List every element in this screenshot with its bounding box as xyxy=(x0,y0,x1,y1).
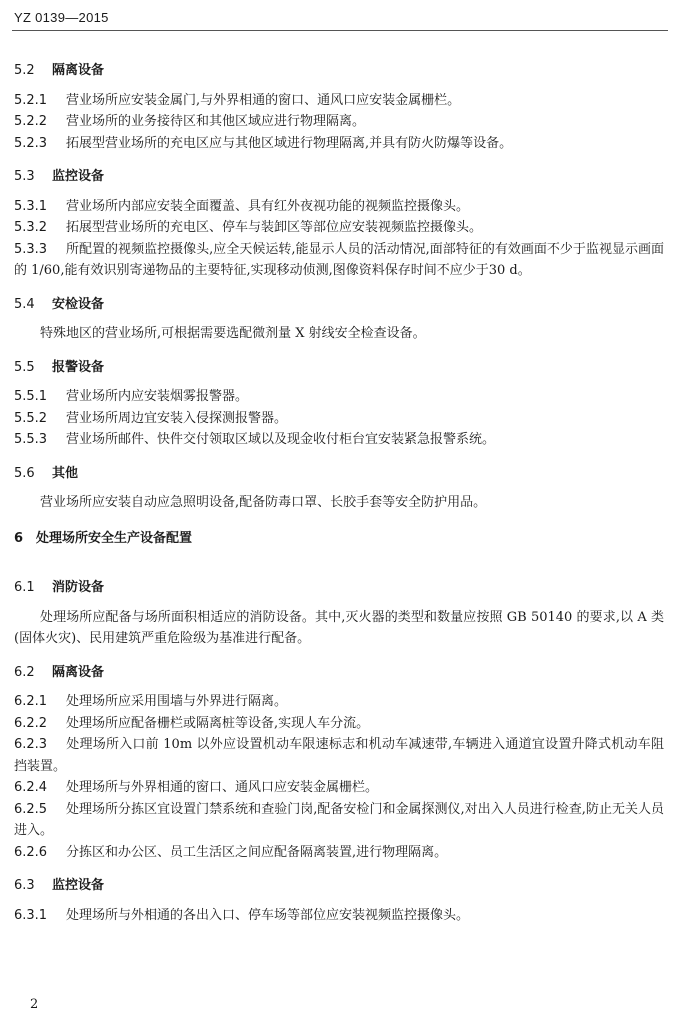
clause-6-3-1: 6.3.1 处理场所与外相通的各出入口、停车场等部位应安装视频监控摄像头。 xyxy=(14,907,470,923)
clause-5-3-2: 5.3.2 拓展型营业场所的充电区、停车与装卸区等部位应安装视频监控摄像头。 xyxy=(14,220,483,235)
clause-5-3-3: 5.3.3 所配置的视频监控摄像头,应全天候运转,能显示人员的活动情况,面部特征的有效画面不少于监视显示画面的 1/60,能有效识别寄递物品的主要特征,实现移动侦测,图像资料保存时间不应少于30 d。 xyxy=(14,241,664,278)
clause-6-2-3: 6.2.3 处理场所入口前 10m 以外应设置机动车限速标志和机动车减速带,车辆进入通道宜设置升降式机动车阻挡装置。 xyxy=(14,737,664,774)
clause-6-2-5: 6.2.5 处理场所分拣区宜设置门禁系统和查验门岗,配备安检门和金属探测仪,对出入人员进行检查,防止无关人员进入。 xyxy=(14,801,664,838)
chapter-heading-6: 6 处理场所安全生产设备配置 xyxy=(14,530,193,546)
paragraph-5-4: 特殊地区的营业场所,可根据需要选配微剂量 X 射线安全检查设备。 xyxy=(40,326,426,341)
page-number: 2 xyxy=(30,997,39,1012)
document-code: YZ 0139—2015 xyxy=(14,10,109,25)
clause-5-3-1: 5.3.1 营业场所内部应安装全面覆盖、具有红外夜视功能的视频监控摄像头。 xyxy=(14,198,470,214)
section-heading-6-3: 6.3 监控设备 xyxy=(14,878,105,893)
paragraph-5-6: 营业场所应安装自动应急照明设备,配备防毒口罩、长胶手套等安全防护用品。 xyxy=(40,495,487,510)
clause-5-2-3: 5.2.3 拓展型营业场所的充电区应与其他区域进行物理隔离,并具有防火防爆等设备。 xyxy=(14,135,513,151)
section-heading-5-6: 5.6 其他 xyxy=(14,465,79,481)
section-heading-5-5: 5.5 报警设备 xyxy=(14,359,105,375)
paragraph-6-1: 处理场所应配备与场所面积相适应的消防设备。其中,灭火器的类型和数量应按照 GB 50140 的要求,以 A 类(固体火灾)、民用建筑严重危险级为基准进行配备。 xyxy=(14,609,664,646)
section-heading-5-3: 5.3 监控设备 xyxy=(14,169,105,184)
clause-6-2-4: 6.2.4 处理场所与外界相通的窗口、通风口应安装金属栅栏。 xyxy=(14,780,379,795)
clause-6-2-2: 6.2.2 处理场所应配备栅栏或隔离桩等设备,实现人车分流。 xyxy=(14,715,370,731)
clause-5-5-1: 5.5.1 营业场所内应安装烟雾报警器。 xyxy=(14,389,249,404)
section-heading-5-2: 5.2 隔离设备 xyxy=(14,63,105,78)
clause-6-2-1: 6.2.1 处理场所应采用围墙与外界进行隔离。 xyxy=(14,694,288,709)
section-heading-6-1: 6.1 消防设备 xyxy=(14,580,105,595)
clause-6-2-6: 6.2.6 分拣区和办公区、员工生活区之间应配备隔离装置,进行物理隔离。 xyxy=(14,844,448,860)
clause-5-2-2: 5.2.2 营业场所的业务接待区和其他区域应进行物理隔离。 xyxy=(14,114,366,129)
document-body xyxy=(14,60,664,926)
clause-5-5-3: 5.5.3 营业场所邮件、快件交付领取区域以及现金收付柜台宜安装紧急报警系统。 xyxy=(14,432,496,447)
header-divider xyxy=(12,30,668,31)
section-heading-6-2: 6.2 隔离设备 xyxy=(14,664,105,680)
clause-5-2-1: 5.2.1 营业场所应安装金属门,与外界相通的窗口、通风口应安装金属栅栏。 xyxy=(14,92,461,108)
section-heading-5-4: 5.4 安检设备 xyxy=(14,296,105,312)
clause-5-5-2: 5.5.2 营业场所周边宜安装入侵探测报警器。 xyxy=(14,410,288,426)
